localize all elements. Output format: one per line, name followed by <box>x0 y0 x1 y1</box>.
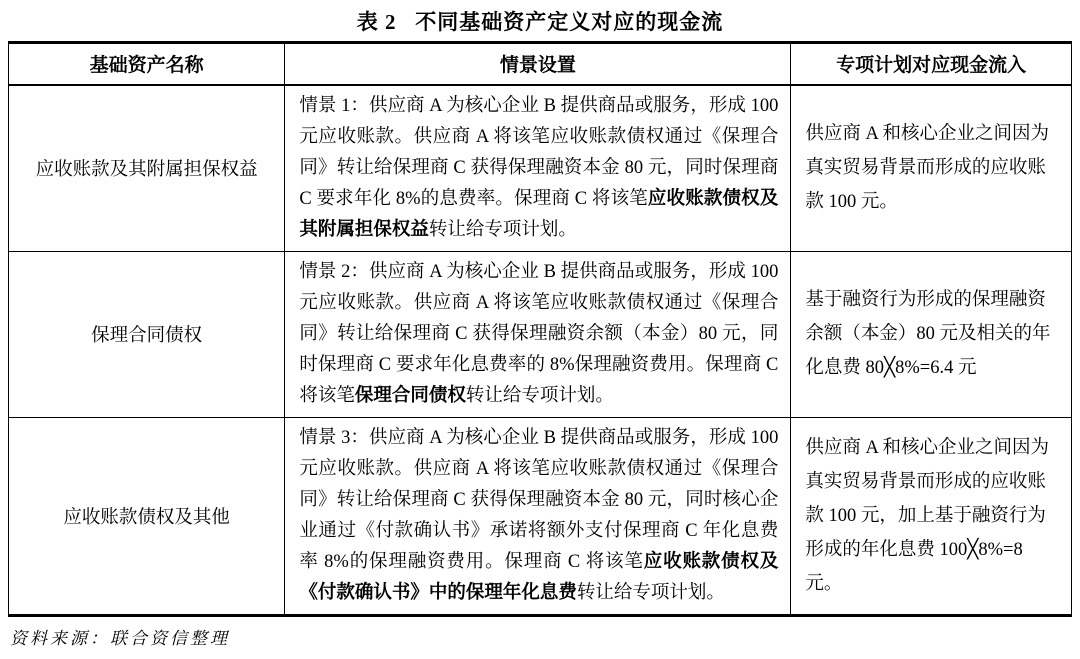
scenario-text-post: 转让给专项计划。 <box>576 582 725 603</box>
asset-name-cell: 保理合同债权 <box>9 251 285 417</box>
table-row-receivables-and-collateral <box>9 85 1072 252</box>
scenario-cell <box>285 417 791 615</box>
cashflow-table <box>8 41 1072 617</box>
header-asset-name: 基础资产名称 <box>9 43 285 85</box>
cash-inflow-cell: 供应商 A 和核心企业之间因为真实贸易背景而形成的应收账款 100 元。 <box>791 85 1072 252</box>
cash-inflow-cell: 供应商 A 和核心企业之间因为真实贸易背景而形成的应收账款 100 元，加上基于融资行为形成的年化息费 100╳8%=8 元。 <box>791 417 1072 615</box>
header-row <box>9 43 1072 85</box>
scenario-cell <box>285 251 791 417</box>
scenario-bold-text: 应收账款债权及其附属担保权益 <box>299 188 779 240</box>
header-cash-inflow: 专项计划对应现金流入 <box>791 43 1072 85</box>
table-row-factoring-contract-claim <box>9 251 1072 417</box>
cash-inflow-cell: 基于融资行为形成的保理融资余额（本金）80 元及相关的年化息费 80╳8%=6.4 元 <box>791 251 1072 417</box>
header-scenario: 情景设置 <box>285 43 791 85</box>
scenario-text-post: 转让给专项计划。 <box>465 385 614 406</box>
table-title: 表 2 不同基础资产定义对应的现金流 <box>356 10 724 34</box>
scenario-cell <box>285 85 791 252</box>
scenario-bold-text: 应收账款债权及《付款确认书》中的保理年化息费 <box>299 551 779 603</box>
scenario-text-post: 转让给专项计划。 <box>428 219 577 240</box>
scenario-text: 情景 2：供应商 A 为核心企业 B 提供商品或服务，形成 100 元应收账款。供应商 A 将该笔应收账款债权通过《保理合同》转让给保理商 C 获得保理融资余额（本金）80 元，同时保理商 C 要求年化息费率的 8%保理融资费用。保理商 C 将该笔 <box>299 261 779 406</box>
table-row-receivables-and-others <box>9 417 1072 615</box>
asset-name-cell: 应收账款及其附属担保权益 <box>9 85 285 252</box>
scenario-text: 情景 1：供应商 A 为核心企业 B 提供商品或服务，形成 100 元应收账款。供应商 A 将该笔应收账款债权通过《保理合同》转让给保理商 C 获得保理融资本金 80 元，同时保理商 C 要求年化 8%的息费率。保理商 C 将该笔 <box>299 95 779 209</box>
scenario-bold-text: 保理合同债权 <box>354 385 466 406</box>
asset-name-cell: 应收账款债权及其他 <box>9 417 285 615</box>
scenario-text: 情景 3：供应商 A 为核心企业 B 提供商品或服务，形成 100 元应收账款。供应商 A 将该笔应收账款债权通过《保理合同》转让给保理商 C 获得保理融资本金 80 元，同时核心企业通过《付款确认书》承诺将额外支付保理商 C 年化息费率 8%的保理融资费用。保理商 C 将该笔 <box>299 427 779 572</box>
source-note: 资料来源：联合资信整理 <box>10 628 230 648</box>
